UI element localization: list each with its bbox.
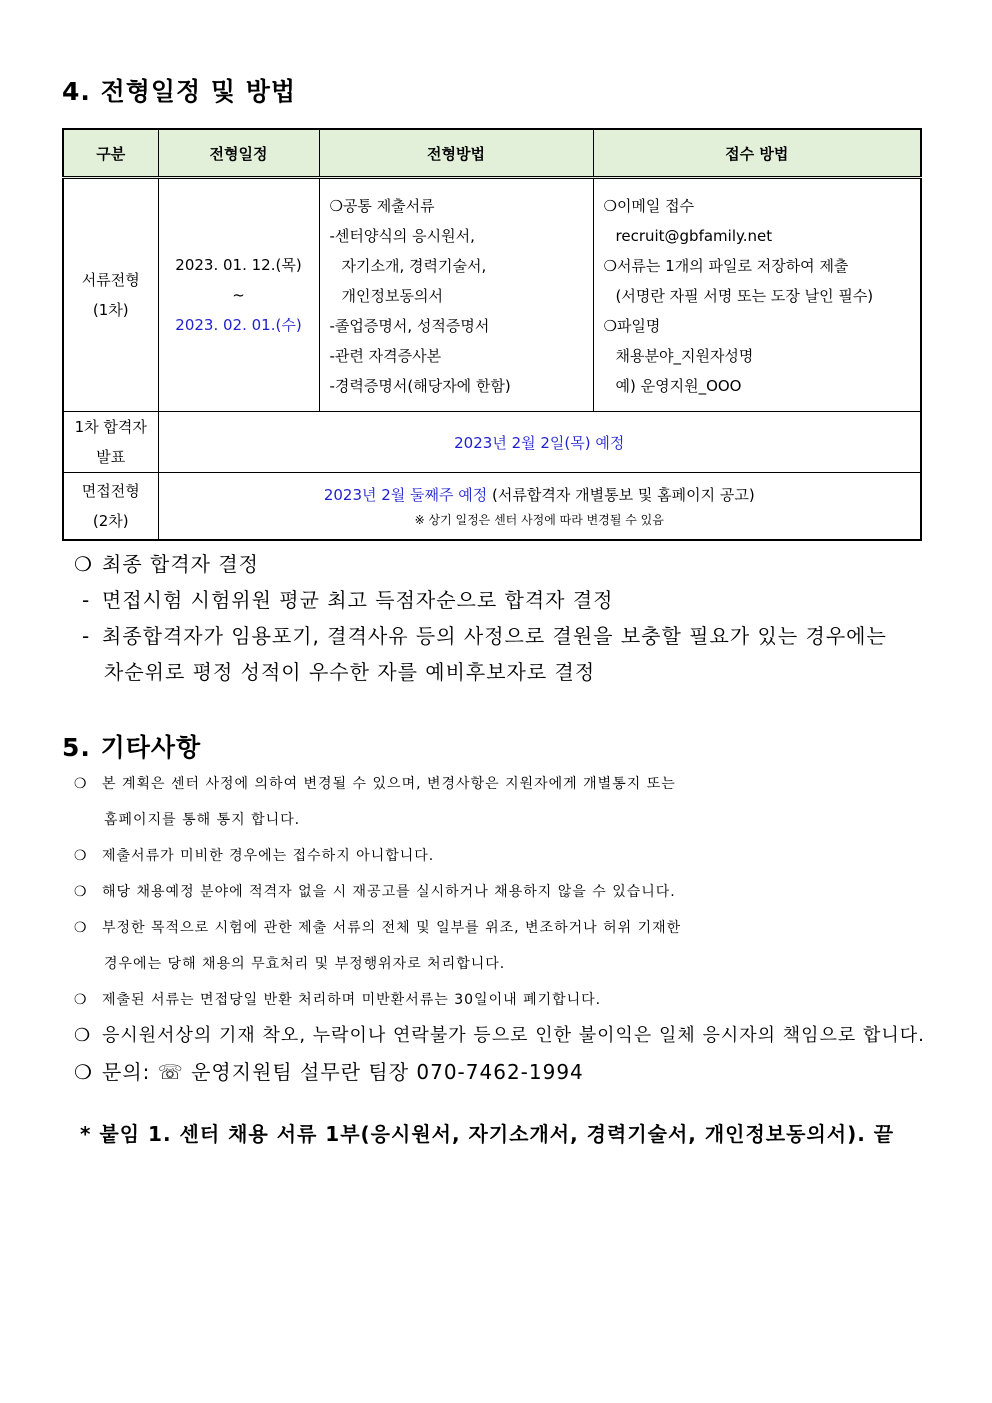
table-row-document-screening (63, 178, 921, 412)
contact-item: ❍ 문의: ☏ 운영지원팀 설무란 팀장 070-7462-1994 (74, 1060, 584, 1084)
other-notes-list (74, 766, 925, 1090)
schedule-cell: 2023. 01. 12.(목) ~ 2023. 02. 01.(수) (158, 178, 319, 412)
interview-cell: 2023년 2월 둘째주 예정 (서류합격자 개별통보 및 홈페이지 공고) ※ 상기 일정은 센터 사정에 따라 변경될 수 있음 (158, 473, 921, 540)
list-item: ❍ 부정한 목적으로 시험에 관한 제출 서류의 전체 및 일부를 위조, 변조하거나 허위 기재한 (74, 920, 682, 936)
list-item: ❍ 제출서류가 미비한 경우에는 접수하지 아니합니다. (74, 848, 435, 864)
header-method: 전형방법 (319, 129, 593, 178)
stage-cell: 서류전형 (1차) (63, 178, 158, 412)
stage-cell: 면접전형 (2차) (63, 473, 158, 540)
attachment-note: * 붙임 1. 센터 채용 서류 1부(응시원서, 자기소개서, 경력기술서, 개인정보동의서). 끝 (80, 1122, 895, 1146)
table-row-interview (63, 473, 921, 540)
list-item: ❍ 응시원서상의 기재 착오, 누락이나 연락불가 등으로 인한 불이익은 일체 응시자의 책임으로 합니다. (74, 1025, 925, 1046)
final-decision-block: ❍ 최종 합격자 결정 - 면접시험 시험위원 평균 최고 득점자순으로 합격자 결정 - 최종합격자가 임용포기, 결격사유 등의 사정으로 결원을 보충할 필요가 있는 경우에는 차순위로 평정 성적이 우수한 자를 예비후보자로 결정 (74, 546, 928, 690)
header-schedule: 전형일정 (158, 129, 319, 178)
stage-cell: 1차 합격자 발표 (63, 412, 158, 473)
email-address: recruit@gbfamily.net (615, 227, 773, 245)
section5-title: 5. 기타사항 (62, 733, 202, 762)
list-item: ❍ 제출된 서류는 면접당일 반환 처리하며 미반환서류는 30일이내 폐기합니다. (74, 992, 602, 1008)
contact-info: 문의: ☏ 운영지원팀 설무란 팀장 070-7462-1994 (102, 1060, 584, 1084)
bullet-circle: ❍ (74, 552, 93, 576)
section4-title: 4. 전형일정 및 방법 (62, 77, 297, 106)
announcement-date: 2023년 2월 2일(목) 예정 (158, 412, 921, 473)
list-item: ❍ 해당 채용예정 분야에 적격자 없을 시 재공고를 실시하거나 채용하지 않을 수 있습니다. (74, 884, 676, 900)
header-receipt: 접수 방법 (593, 129, 921, 178)
table-row-first-pass (63, 412, 921, 473)
list-item: ❍ 본 계획은 센터 사정에 의하여 변경될 수 있으며, 변경사항은 지원자에게 개별통지 또는 (74, 776, 676, 792)
interview-date: 2023년 2월 둘째주 예정 (323, 485, 488, 504)
table-header-row (63, 129, 921, 178)
schedule-table (62, 128, 922, 541)
list-item-continuation: 홈페이지를 통해 통지 합니다. (104, 812, 301, 828)
final-heading: 최종 합격자 결정 (102, 552, 259, 576)
schedule-note: ※ 상기 일정은 센터 사정에 따라 변경될 수 있음 (414, 512, 664, 527)
header-category: 구분 (63, 129, 158, 178)
receipt-cell: ❍이메일 접수 recruit@gbfamily.net ❍서류는 1개의 파일로 저장하여 제출 (서명란 자필 서명 또는 도장 날인 필수) ❍파일명 채용분야_지원자성명 예) 운영지원_OOO (593, 178, 921, 412)
method-cell: ❍공통 제출서류 -센터양식의 응시원서, 자기소개, 경력기술서, 개인정보동의서 -졸업증명서, 성적증명서 -관련 자격증사본 -경력증명서(해당자에 한함) (319, 178, 593, 412)
list-item-continuation: 경우에는 당해 채용의 무효처리 및 부정행위자로 처리합니다. (104, 956, 506, 972)
